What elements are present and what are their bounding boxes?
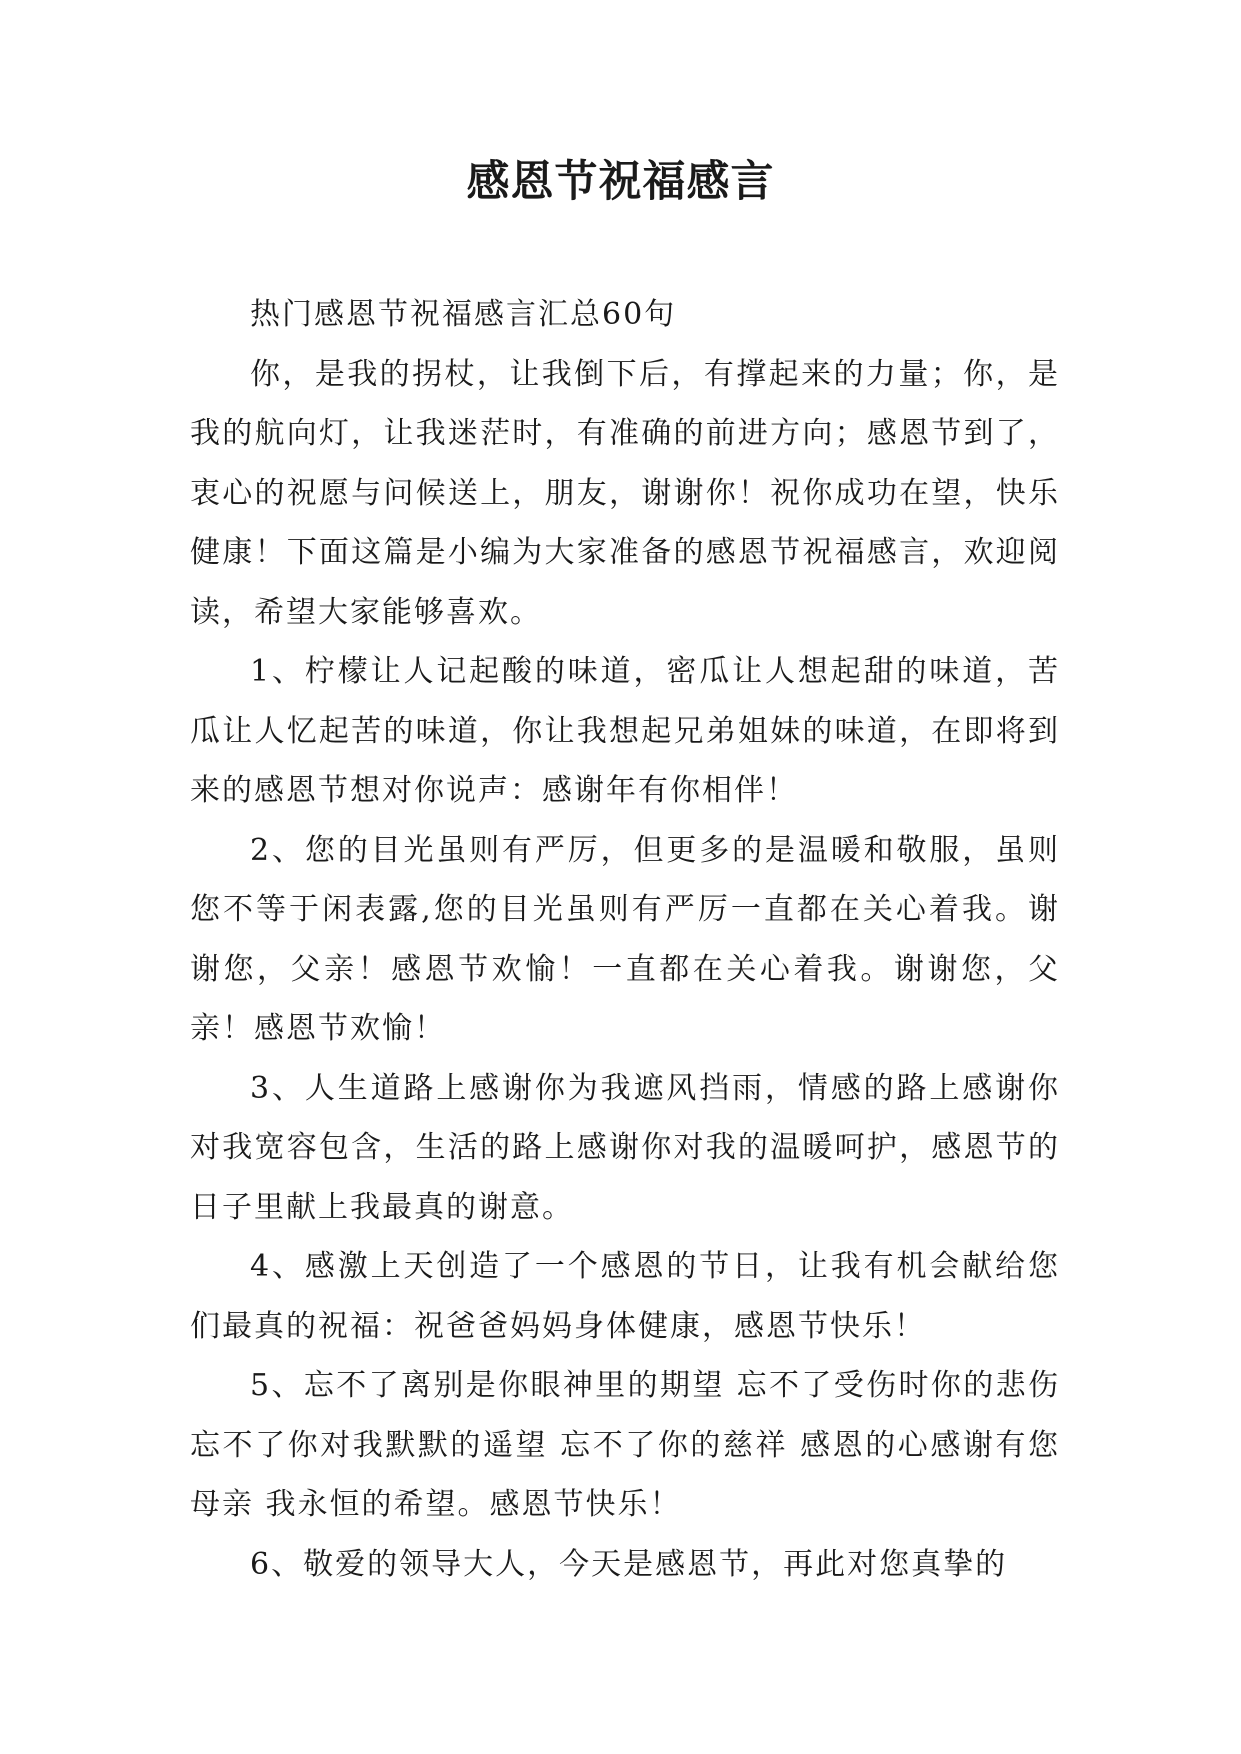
blessing-paragraph-3: 3、人生道路上感谢你为我遮风挡雨，情感的路上感谢你对我宽容包含，生活的路上感谢你对我的温暖呵护，感恩节的日子里献上我最真的谢意。	[190, 1070, 1060, 1225]
blessing-paragraph-6: 6、敬爱的领导大人，今天是感恩节，再此对您真挚的	[250, 1546, 1008, 1582]
document-title: 感恩节祝福感言	[466, 157, 775, 207]
blessing-paragraph-2: 2、您的目光虽则有严厉，但更多的是温暖和敬服，虽则您不等于闲表露,您的目光虽则有严厉一直都在关心着我。谢谢您，父亲！感恩节欢愉！一直都在关心着我。谢谢您，父亲！感恩节欢愉！	[190, 832, 1060, 1046]
subtitle-paragraph: 热门感恩节祝福感言汇总60句	[250, 297, 677, 332]
blessing-paragraph-4: 4、感激上天创造了一个感恩的节日，让我有机会献给您们最真的祝福：祝爸爸妈妈身体健康，感恩节快乐！	[190, 1249, 1060, 1344]
intro-paragraph: 你，是我的拐杖，让我倒下后，有撑起来的力量；你，是我的航向灯，让我迷茫时，有准确的前进方向；感恩节到了，衷心的祝愿与问候送上，朋友，谢谢你！祝你成功在望，快乐健康！下面这篇是小编为大家准备的感恩节祝福感言，欢迎阅读，希望大家能够喜欢。	[190, 356, 1060, 630]
blessing-paragraph-5: 5、忘不了离别是你眼神里的期望 忘不了受伤时你的悲伤 忘不了你对我默默的遥望 忘不了你的慈祥 感恩的心感谢有您 母亲 我永恒的希望。感恩节快乐！	[190, 1368, 1060, 1522]
blessing-paragraph-1: 1、柠檬让人记起酸的味道，密瓜让人想起甜的味道，苦瓜让人忆起苦的味道，你让我想起兄弟姐妹的味道，在即将到来的感恩节想对你说声：感谢年有你相伴！	[190, 654, 1060, 808]
document-body	[190, 285, 1060, 1594]
